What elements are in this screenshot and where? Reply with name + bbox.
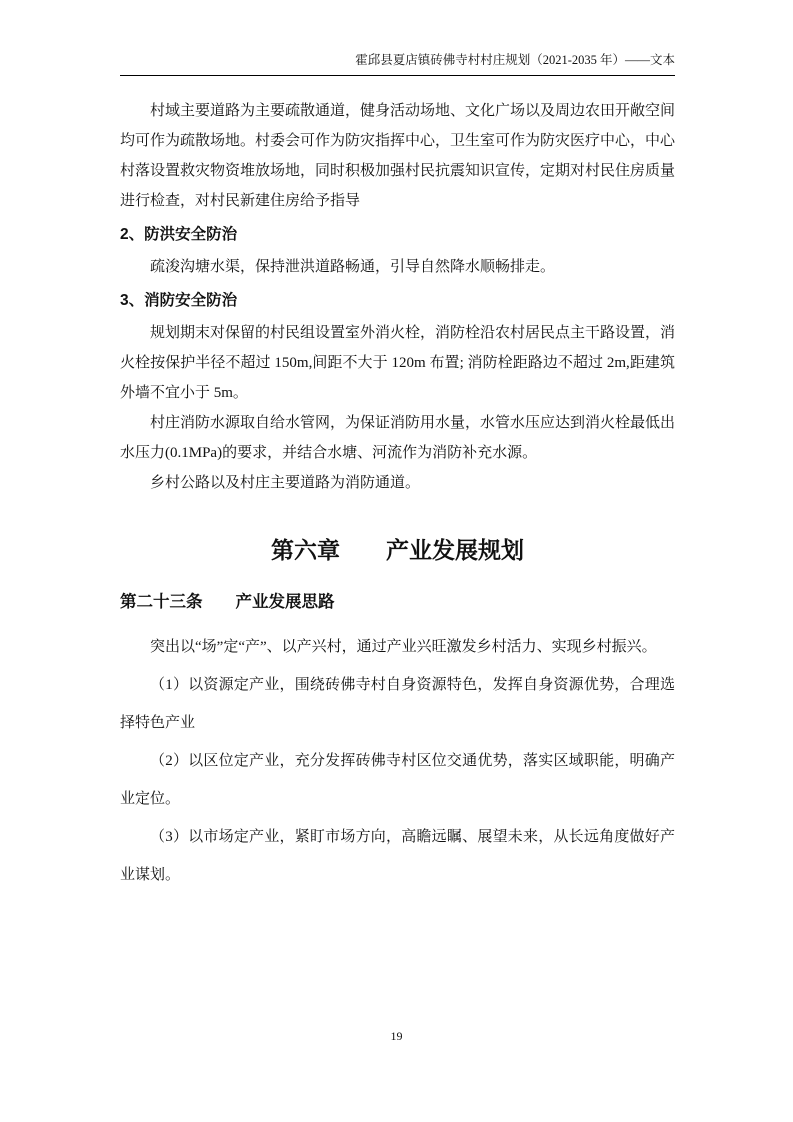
page-header [120,52,675,76]
paragraph-industry-intro: 突出以“场”定“产”、以产兴村，通过产业兴旺激发乡村活力、实现乡村振兴。 [150,639,657,655]
page-number: 19 [390,1029,403,1043]
chapter-heading-industry-development: 第六章 产业发展规划 [271,537,524,563]
paragraph-industry-point-2: （2）以区位定产业，充分发挥砖佛寺村区位交通优势，落实区域职能，明确产业定位。 [120,753,675,807]
paragraph-evacuation: 村域主要道路为主要疏散通道，健身活动场地、文化广场以及周边农田开敞空间均可作为疏散场地。村委会可作为防灾指挥中心，卫生室可作为防灾医疗中心，中心村落设置救灾物资堆放场地，同时积极加强村民抗震知识宣传，定期对村民住房质量进行检查，对村民新建住房给予指导 [120,103,676,209]
paragraph-fire-lanes: 乡村公路以及村庄主要道路为消防通道。 [150,475,421,491]
page-content [120,96,675,894]
paragraph-flood-control: 疏浚沟塘水渠，保持泄洪道路畅通，引导自然降水顺畅排走。 [150,259,556,275]
header-title: 霍邱县夏店镇砖佛寺村村庄规划（2021-2035 年）——文本 [355,53,675,67]
paragraph-industry-point-1: （1）以资源定产业，围绕砖佛寺村自身资源特色，发挥自身资源优势，合理选择特色产业 [120,677,675,731]
subsection-heading-flood-control: 2、防洪安全防治 [120,226,238,243]
section-heading-article-23: 第二十三条 产业发展思路 [120,593,335,611]
paragraph-fire-hydrants: 规划期末对保留的村民组设置室外消火栓，消防栓沿农村居民点主干路设置，消火栓按保护半径不超过 150m,间距不大于 120m 布置; 消防栓距路边不超过 2m,距建筑外墙不宜小于 5m。 [120,325,676,401]
paragraph-industry-point-3: （3）以市场定产业，紧盯市场方向，高瞻远瞩、展望未来，从长远角度做好产业谋划。 [120,829,675,883]
paragraph-fire-water-source: 村庄消防水源取自给水管网，为保证消防用水量，水管水压应达到消火栓最低出水压力(0.1MPa)的要求，并结合水塘、河流作为消防补充水源。 [120,415,676,461]
page-footer [0,1029,793,1044]
subsection-heading-fire-control: 3、消防安全防治 [120,292,238,309]
